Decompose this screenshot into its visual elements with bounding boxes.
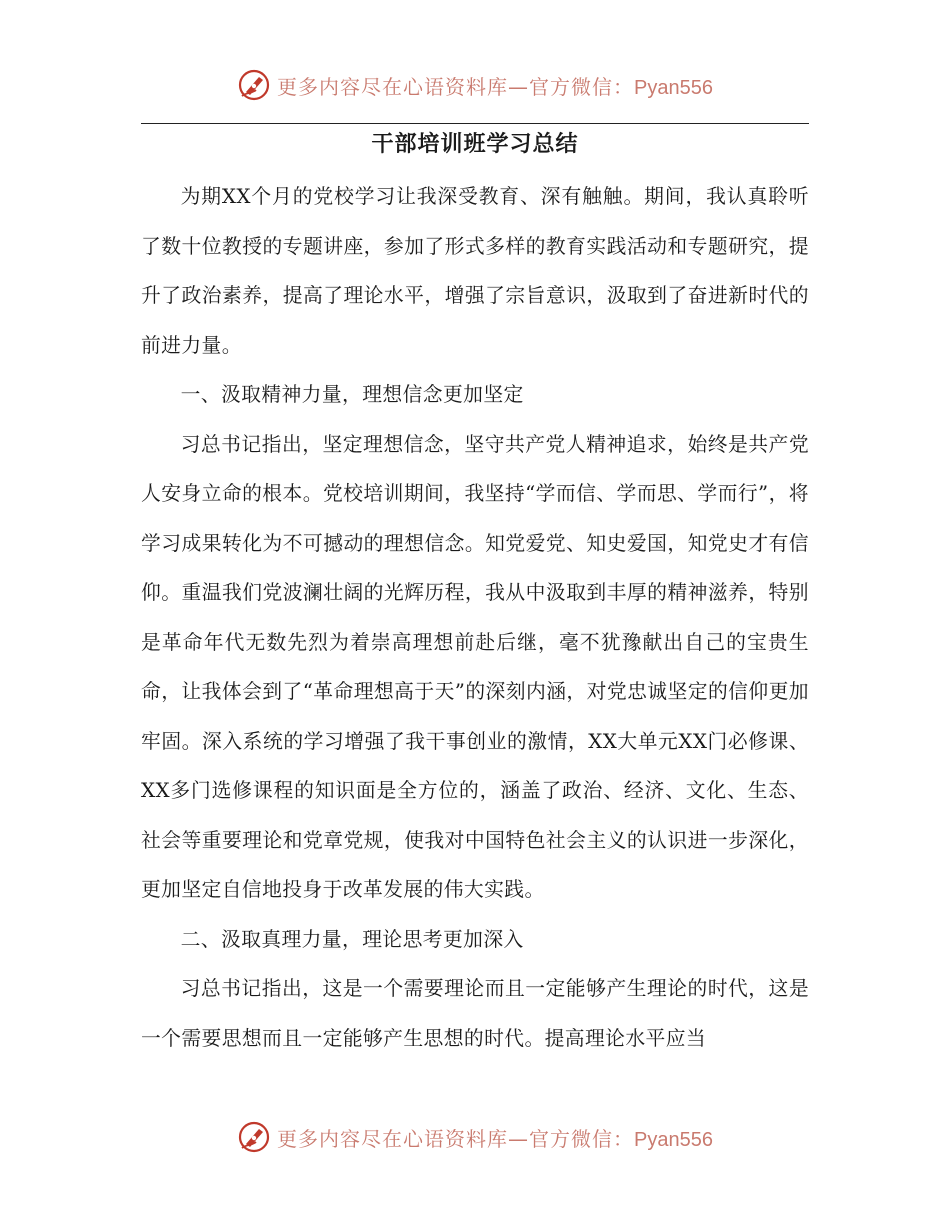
pen-nib-icon xyxy=(237,1120,271,1154)
footer-banner xyxy=(0,1120,950,1154)
header-rule xyxy=(141,123,809,124)
banner-text xyxy=(277,71,713,100)
document-title: 干部培训班学习总结 xyxy=(371,131,579,157)
body-paragraph: 习总书记指出，坚定理想信念，坚守共产党人精神追求，始终是共产党人安身立命的根本。党校培训期间，我坚持“学而信、学而思、学而行”，将学习成果转化为不可撼动的理想信念。知党爱党、知史爱国，知党史才有信仰。重温我们党波澜壮阔的光辉历程，我从中汲取到丰厚的精神滋养，特别是革命年代无数先烈为着崇高理想前赴后继，毫不犹豫献出自己的宝贵生命，让我体会到了“革命理想高于天”的深刻内涵，对党忠诚坚定的信仰更加牢固。深入系统的学习增强了我干事创业的激情，XX大单元XX门必修课、XX多门选修课程的知识面是全方位的，涵盖了政治、经济、文化、生态、社会等重要理论和党章党规，使我对中国特色社会主义的认识进一步深化，更加坚定自信地投身于改革发展的伟大实践。 xyxy=(141,432,809,901)
wechat-id: Pyan556 xyxy=(634,1128,713,1151)
banner-slogan: 更多内容尽在心语资料库—官方微信： xyxy=(277,1126,635,1151)
intro-paragraph: 为期XX个月的党校学习让我深受教育、深有触触。期间，我认真聆听了数十位教授的专题讲座，参加了形式多样的教育实践活动和专题研究，提升了政治素养，提高了理论水平，增强了宗旨意识，汲取到了奋进新时代的前进力量。 xyxy=(141,185,809,357)
section-heading-2: 二、汲取真理力量，理论思考更加深入 xyxy=(180,927,524,951)
header-banner xyxy=(0,68,950,102)
section-heading-1: 一、汲取精神力量，理想信念更加坚定 xyxy=(180,383,524,406)
banner-slogan: 更多内容尽在心语资料库—官方微信： xyxy=(277,74,635,99)
document-body xyxy=(141,172,809,1063)
body-paragraph: 习总书记指出，这是一个需要理论而且一定能够产生理论的时代，这是一个需要思想而且一定能够产生思想的时代。提高理论水平应当 xyxy=(141,977,809,1050)
pen-nib-icon xyxy=(237,68,271,102)
banner-text xyxy=(277,1123,713,1152)
wechat-id: Pyan556 xyxy=(634,76,713,99)
